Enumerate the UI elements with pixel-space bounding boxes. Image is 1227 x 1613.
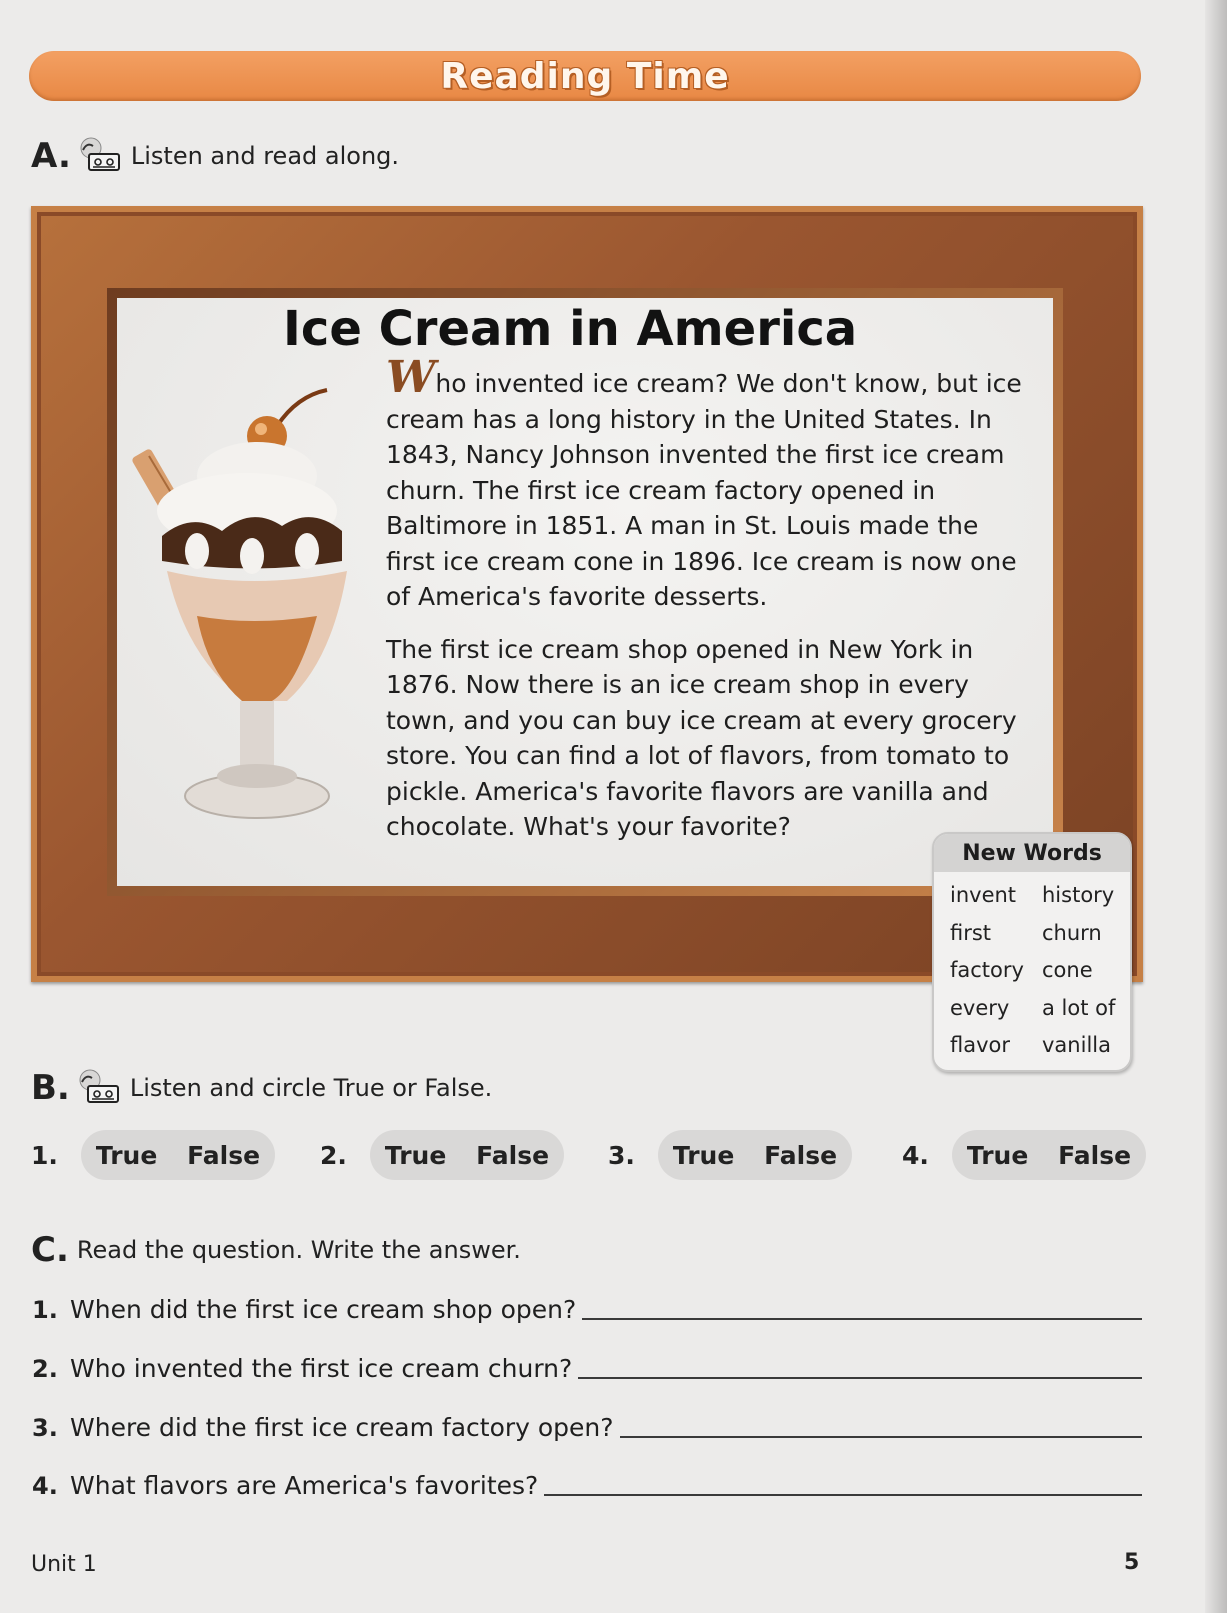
question-number: 3.: [32, 1414, 58, 1442]
drop-cap: W: [386, 352, 436, 403]
question-row: [32, 1354, 1142, 1383]
section-c-heading: [31, 1230, 521, 1270]
new-word: every: [950, 995, 1010, 1020]
new-words-title: New Words: [934, 834, 1130, 872]
section-a-instruction: Listen and read along.: [130, 142, 400, 170]
true-option[interactable]: True: [384, 1140, 447, 1170]
page-title: Reading Time: [440, 55, 730, 97]
true-option[interactable]: True: [672, 1140, 735, 1170]
item-number: 1.: [31, 1140, 58, 1170]
story-paragraph-1-text: ho invented ice cream? We don't know, but ice cream has a long history in the United States. In 1843, Nancy Johnson invented the first ice cream churn. The first ice cream factory opened in Baltimore in 1851. A man in St. Louis made the first ice cream cone in 1896. Ice cream is now one of America's favorite desserts.: [386, 369, 1022, 611]
story-paragraph-2: The first ice cream shop opened in New York in 1876. Now there is an ice cream shop in every town, and you can buy ice cream at every grocery store. You can find a lot of flavors, from tomato to pickle. America's favorite flavors are vanilla and chocolate. What's your favorite?: [386, 634, 1017, 841]
new-word: history: [1042, 883, 1115, 907]
false-option[interactable]: False: [476, 1140, 550, 1170]
false-option[interactable]: False: [764, 1140, 838, 1170]
new-word: first: [950, 920, 992, 945]
section-a-letter: A.: [31, 136, 71, 176]
new-word: churn: [1042, 920, 1102, 945]
new-word: vanilla: [1042, 1033, 1111, 1057]
section-b-heading: [31, 1068, 492, 1108]
section-b-instruction: Listen and circle True or False.: [129, 1074, 493, 1102]
true-false-item: [902, 1130, 1146, 1180]
true-false-item: [320, 1130, 564, 1180]
question-text: Who invented the first ice cream churn?: [70, 1354, 573, 1383]
item-number: 4.: [902, 1140, 929, 1170]
story-title: Ice Cream in America: [283, 301, 858, 357]
false-option[interactable]: False: [1058, 1140, 1132, 1170]
question-number: 2.: [32, 1355, 58, 1383]
question-text: What flavors are America's favorites?: [70, 1471, 539, 1500]
question-row: [32, 1413, 1142, 1442]
answer-line[interactable]: [620, 1416, 1142, 1438]
question-row: [32, 1295, 1142, 1324]
new-word: flavor: [950, 1033, 1011, 1057]
new-word: cone: [1042, 958, 1093, 982]
new-word: invent: [950, 883, 1017, 907]
section-c-instruction: Read the question. Write the answer.: [76, 1236, 521, 1264]
question-text: When did the first ice cream shop open?: [70, 1295, 577, 1324]
cassette-icon: [76, 1068, 122, 1108]
question-row: [32, 1471, 1142, 1500]
false-option[interactable]: False: [187, 1140, 261, 1170]
section-b-letter: B.: [31, 1068, 70, 1108]
page-number: 5: [1124, 1550, 1140, 1575]
new-word: a lot of: [1042, 995, 1116, 1020]
item-number: 3.: [608, 1140, 635, 1170]
true-false-item: [31, 1130, 275, 1180]
cassette-icon: [77, 136, 123, 176]
unit-label: Unit 1: [31, 1552, 97, 1577]
story-body: [386, 352, 1026, 862]
question-text: Where did the first ice cream factory open?: [70, 1413, 614, 1442]
answer-line[interactable]: [544, 1474, 1142, 1496]
true-false-pill: [952, 1130, 1146, 1180]
ice-cream-sundae-illustration: [127, 376, 367, 846]
item-number: 2.: [320, 1140, 347, 1170]
true-option[interactable]: True: [95, 1140, 158, 1170]
new-words-list: [934, 872, 1130, 1065]
section-a-heading: [31, 136, 399, 176]
true-false-pill: [658, 1130, 852, 1180]
question-number: 1.: [32, 1296, 58, 1324]
new-word: factory: [950, 958, 1024, 982]
true-false-pill: [81, 1130, 275, 1180]
true-false-pill: [370, 1130, 564, 1180]
answer-line[interactable]: [578, 1357, 1142, 1379]
question-number: 4.: [32, 1472, 58, 1500]
true-false-item: [608, 1130, 852, 1180]
header-banner: [29, 51, 1141, 101]
section-c-letter: C.: [31, 1230, 69, 1270]
page-edge-shadow: [1205, 0, 1227, 1613]
answer-line[interactable]: [582, 1298, 1142, 1320]
story-paragraph-1: [386, 352, 1026, 615]
true-option[interactable]: True: [966, 1140, 1029, 1170]
new-words-box: [932, 832, 1132, 1072]
